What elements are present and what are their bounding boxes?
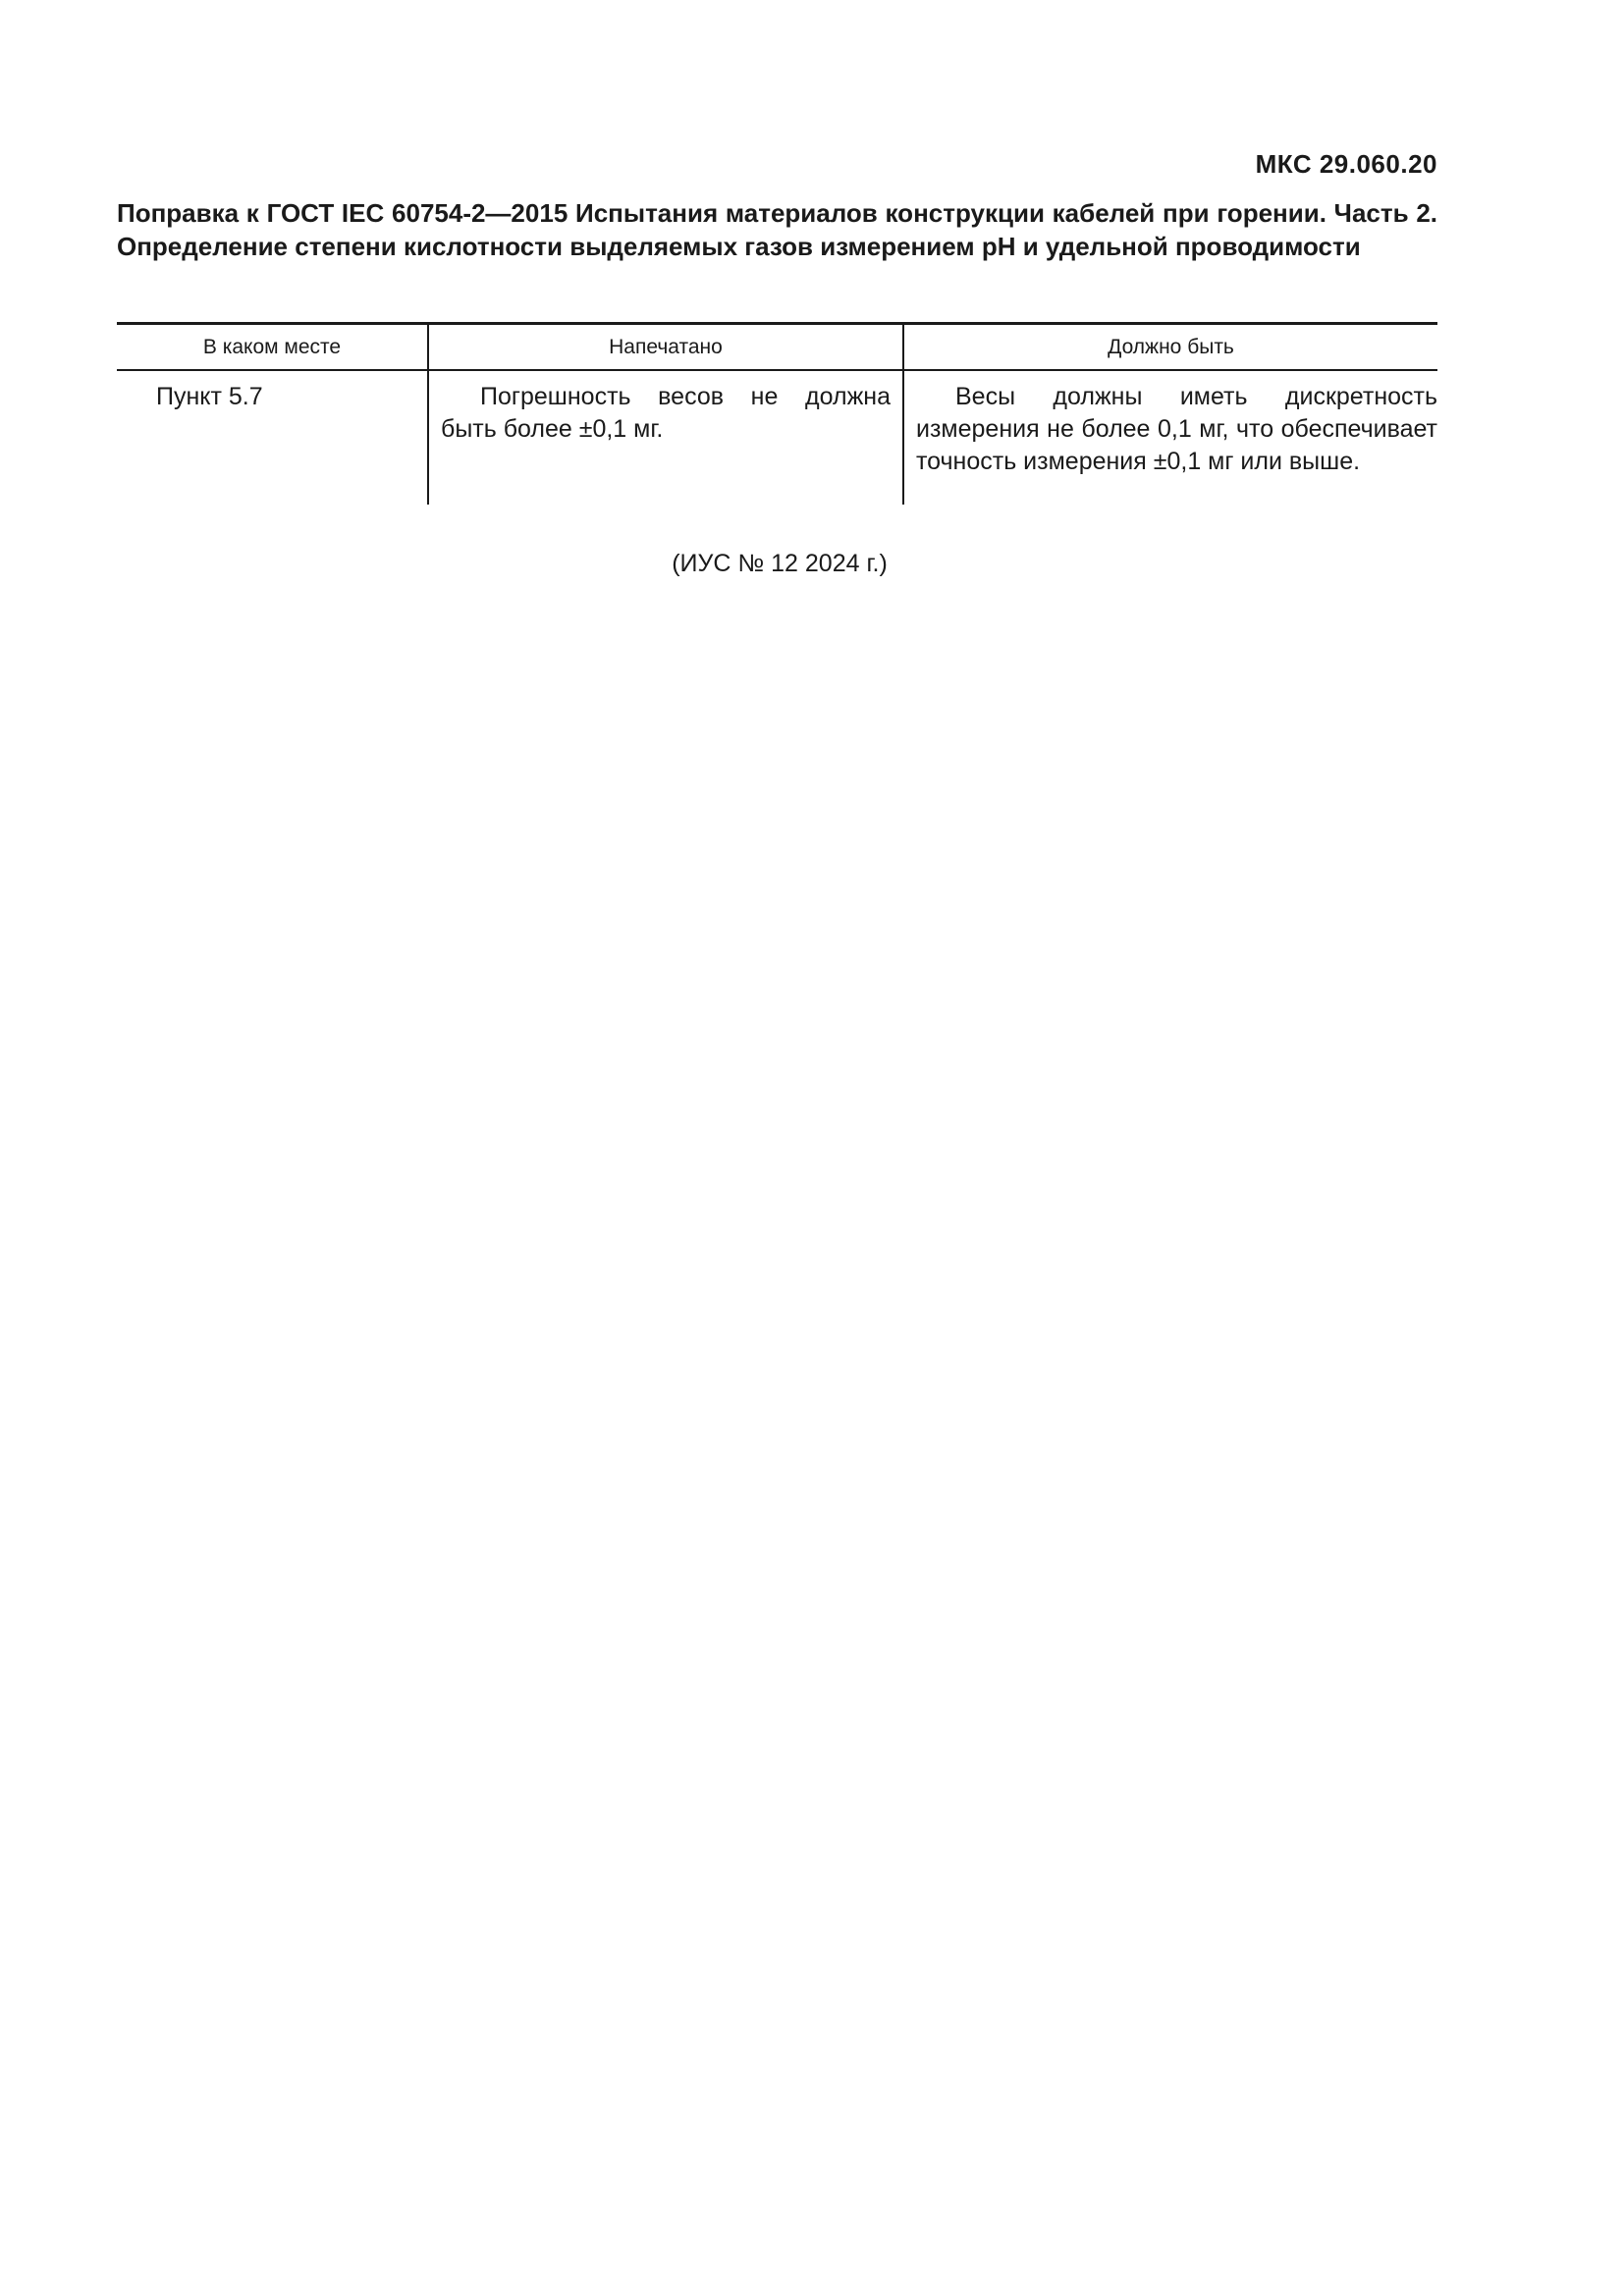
table-header-row xyxy=(117,324,1437,371)
column-header-place: В каком месте xyxy=(117,324,428,371)
column-header-printed: Напечатано xyxy=(428,324,903,371)
table-row xyxy=(117,370,1437,505)
column-header-should-be: Должно быть xyxy=(903,324,1437,371)
document-title: Поправка к ГОСТ IEC 60754-2—2015 Испытания материалов конструкции кабелей при горении. Часть 2. Определение степени кислотности выделяемых газов измерением pH и удельной проводимости xyxy=(117,198,1437,261)
cell-should-be: Весы должны иметь дискретность измерения не более 0,1 мг, что обеспечивает точность измерения ±0,1 мг или выше. xyxy=(903,370,1437,505)
cell-printed: Погрешность весов не должна быть более ±0,1 мг. xyxy=(428,370,903,505)
ius-reference: (ИУС № 12 2024 г.) xyxy=(672,550,888,577)
cell-place: Пункт 5.7 xyxy=(156,383,263,410)
classification-code: МКС 29.060.20 xyxy=(1255,149,1437,179)
amendment-table xyxy=(117,322,1437,505)
